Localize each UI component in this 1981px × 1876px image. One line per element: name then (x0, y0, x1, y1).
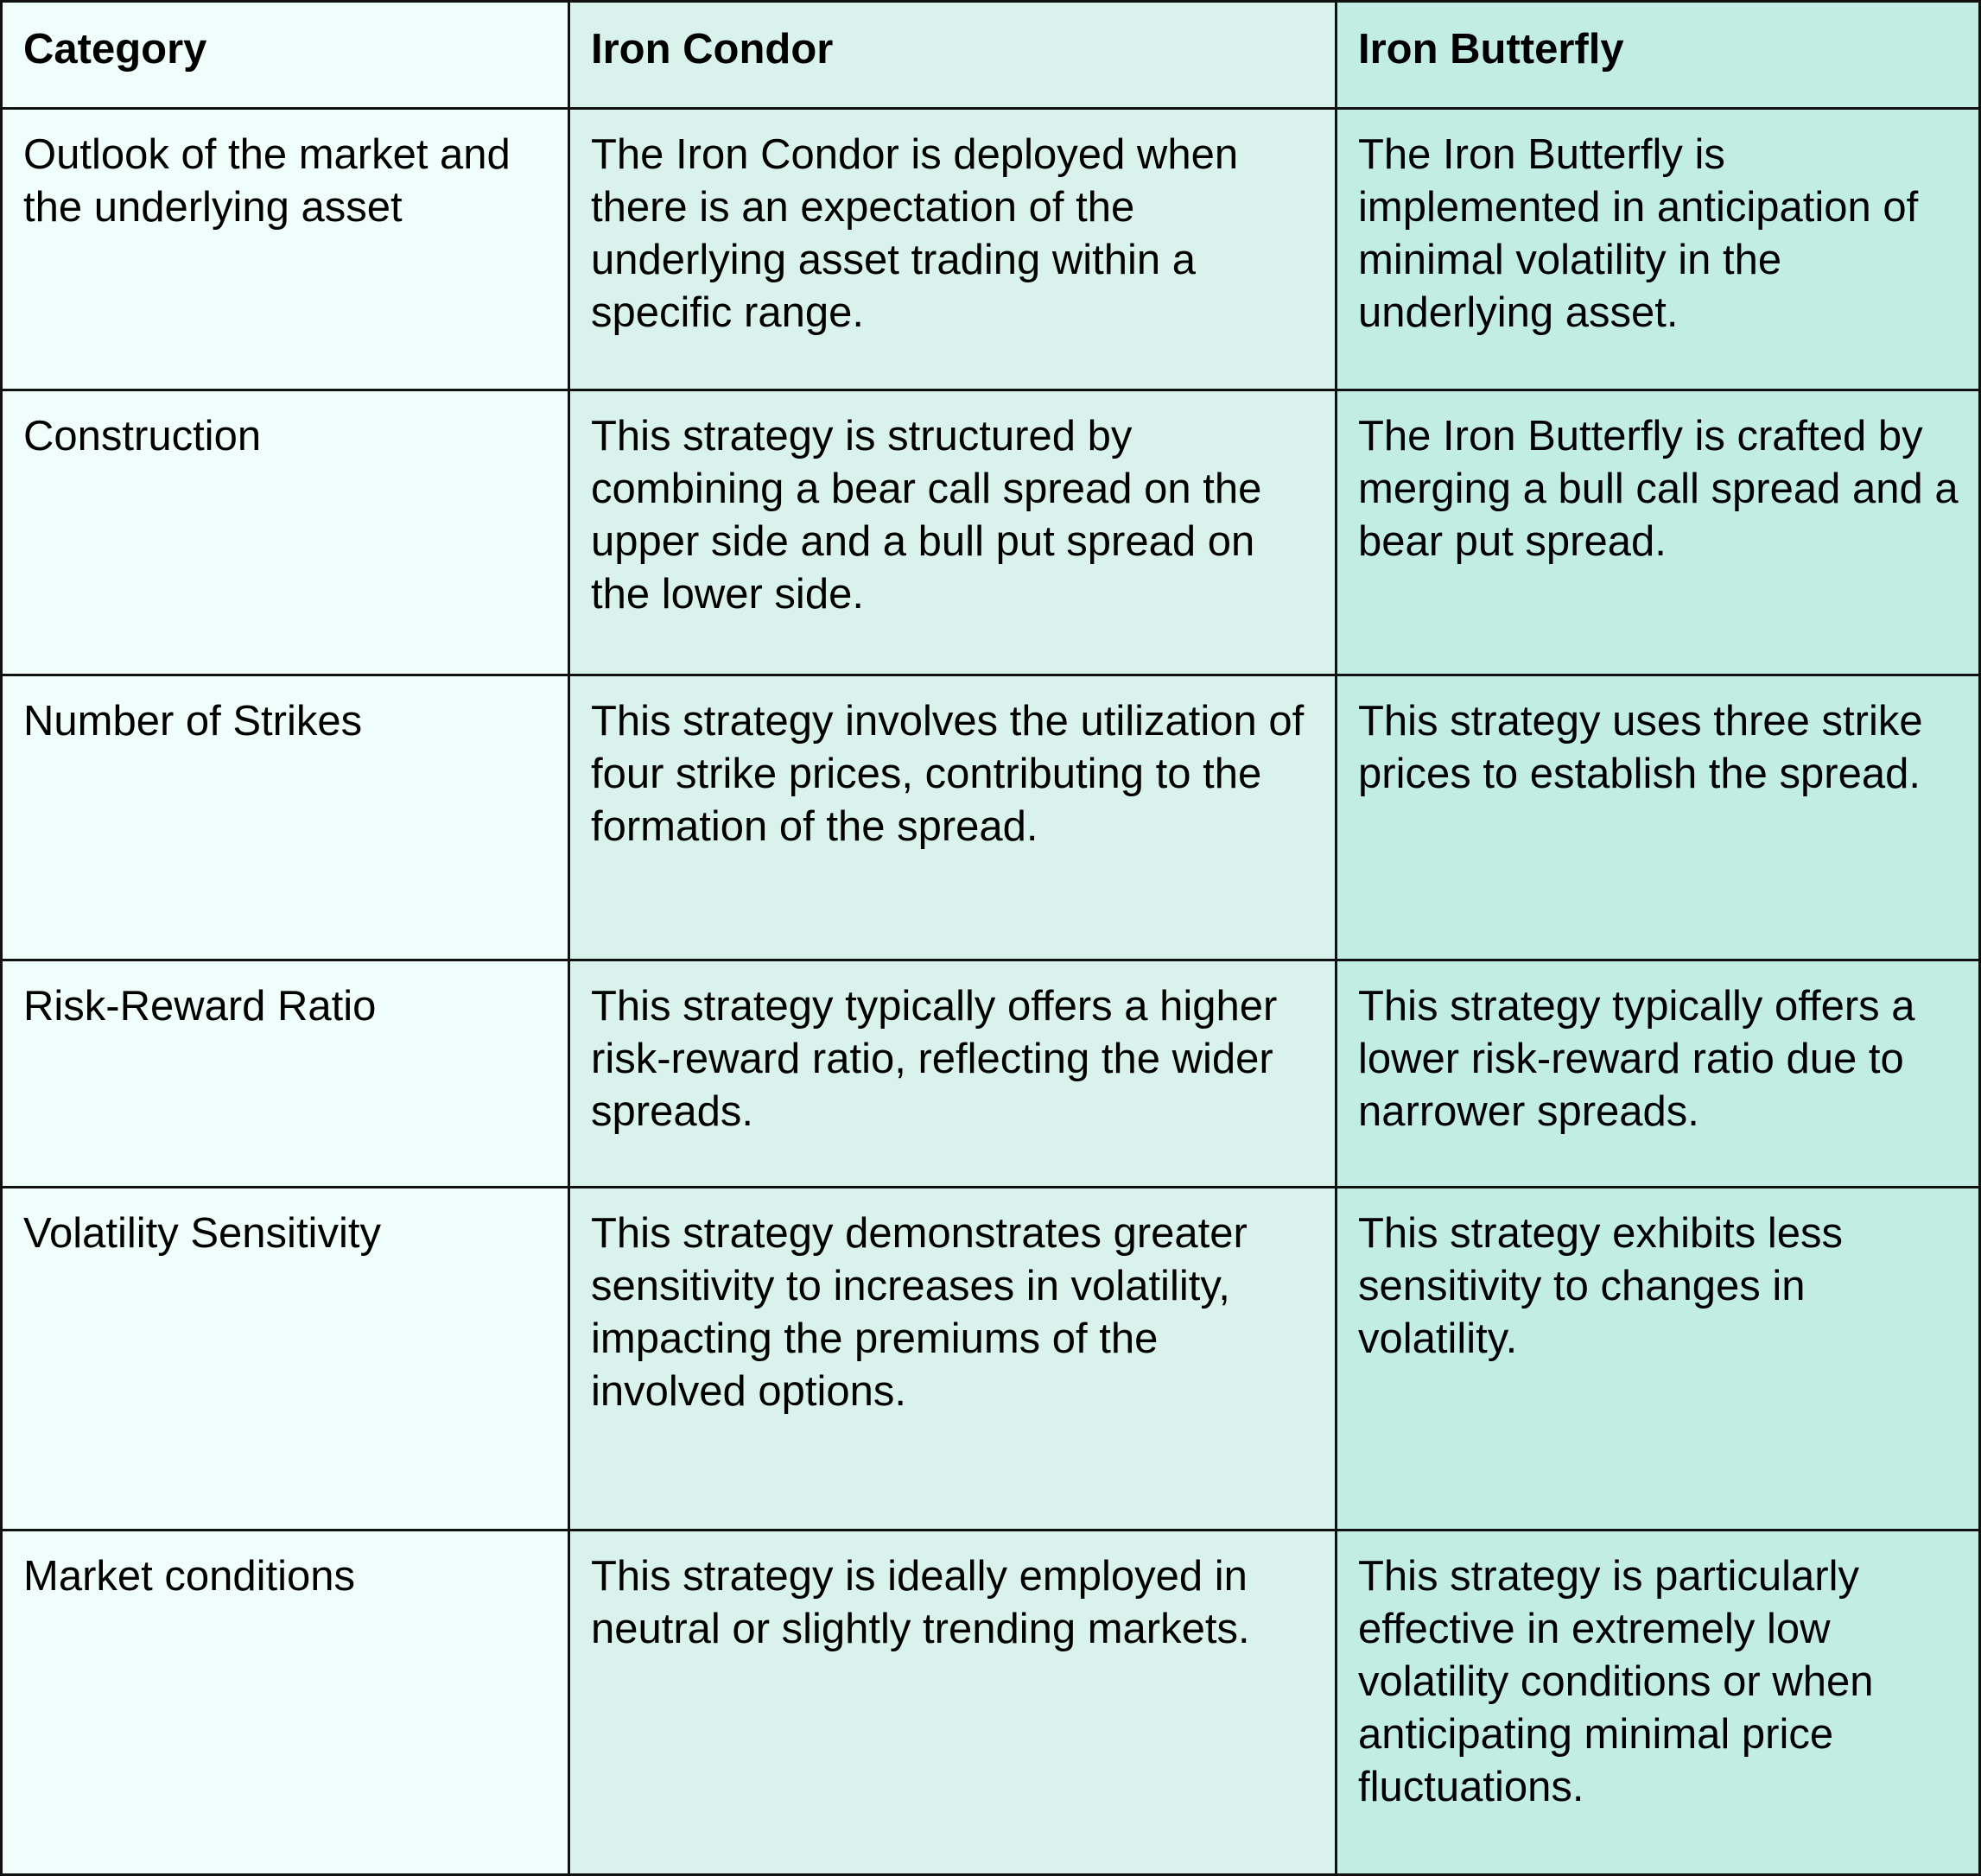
iron-butterfly-cell: This strategy uses three strike prices to establish the spread. (1337, 675, 1980, 960)
iron-butterfly-cell: The Iron Butterfly is crafted by merging a bull call spread and a bear put spread. (1337, 390, 1980, 675)
category-cell: Volatility Sensitivity (2, 1188, 569, 1531)
table-header-row (2, 2, 1980, 109)
category-cell: Construction (2, 390, 569, 675)
iron-condor-cell: This strategy typically offers a higher risk-reward ratio, reflecting the wider spreads. (569, 960, 1337, 1188)
iron-condor-cell: This strategy demonstrates greater sensitivity to increases in volatility, impacting the premiums of the involved options. (569, 1188, 1337, 1531)
table-row (2, 675, 1980, 960)
category-cell: Market conditions (2, 1531, 569, 1875)
header-category: Category (2, 2, 569, 109)
category-cell: Outlook of the market and the underlying asset (2, 109, 569, 390)
category-cell: Number of Strikes (2, 675, 569, 960)
iron-condor-cell: This strategy involves the utilization of four strike prices, contributing to the formation of the spread. (569, 675, 1337, 960)
table-row (2, 1531, 1980, 1875)
table-row (2, 1188, 1980, 1531)
iron-butterfly-cell: This strategy is particularly effective in extremely low volatility conditions or when anticipating minimal price fluctuations. (1337, 1531, 1980, 1875)
iron-butterfly-cell: This strategy typically offers a lower risk-reward ratio due to narrower spreads. (1337, 960, 1980, 1188)
header-iron-butterfly: Iron Butterfly (1337, 2, 1980, 109)
iron-condor-cell: This strategy is ideally employed in neutral or slightly trending markets. (569, 1531, 1337, 1875)
table-row (2, 390, 1980, 675)
iron-butterfly-cell: This strategy exhibits less sensitivity to changes in volatility. (1337, 1188, 1980, 1531)
iron-condor-cell: The Iron Condor is deployed when there is an expectation of the underlying asset trading within a specific range. (569, 109, 1337, 390)
iron-condor-cell: This strategy is structured by combining a bear call spread on the upper side and a bull put spread on the lower side. (569, 390, 1337, 675)
table-row (2, 960, 1980, 1188)
category-cell: Risk-Reward Ratio (2, 960, 569, 1188)
table-row (2, 109, 1980, 390)
iron-butterfly-cell: The Iron Butterfly is implemented in anticipation of minimal volatility in the underlying asset. (1337, 109, 1980, 390)
header-iron-condor: Iron Condor (569, 2, 1337, 109)
